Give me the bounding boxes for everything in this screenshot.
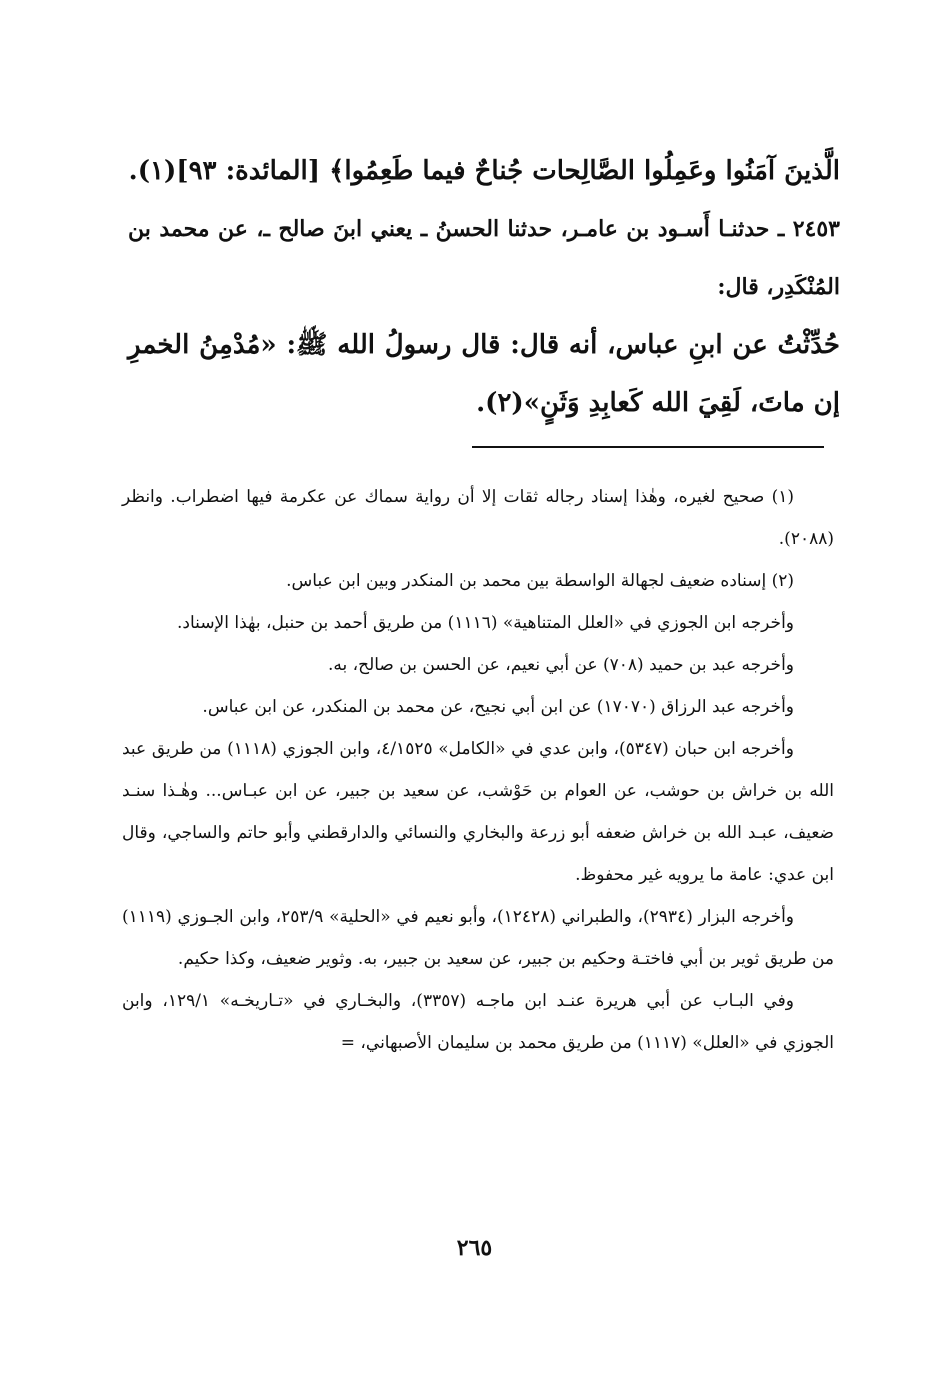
isnad-text: ـ حدثنـا أَسـود بن عامـر، حدثنا الحسنُ ـ يعني ابنَ صالح ـ، عن محمد بن المُنْكَدِر، قال: [128,216,840,300]
hadith-number: ٢٤٥٣ [792,216,840,242]
footnote-paragraph: وأخرجه ابن حبان (٥٣٤٧)، وابن عدي في «الكامل» ٤/١٥٢٥، وابن الجوزي (١١١٨) من طريق عبد الله بن خراش بن حوشب، عن العوام بن حَوْشب، عن سعيد بن جبير، عن ابن عبـاس... وهٰـذا سنـد ضعيف، عبـد الله بن خراش ضعفه أبو زرعة والبخاري والنسائي والدارقطني وأبو حاتم والساجي، وقال ابن عدي: عامة ما يرويه غير محفوظ. [122,739,834,885]
footnote-paragraph: وأخرجه عبد بن حميد (٧٠٨) عن أبي نعيم، عن الحسن بن صالح، به. [327,655,794,675]
hadith-matn: حُدِّثْتُ عن ابنِ عباس، أنه قال: قال رسولُ الله ﷺ: «مُدْمِنُ الخمرِ إن ماتَ، لَقِيَ الله كَعابِدِ وَثَنٍ»(٢). [128,330,840,418]
verse-line: الَّذينَ آمَنُوا وعَمِلُوا الصَّالِحات جُناحٌ فيما طَعِمُوا﴾ [المائدة: ٩٣](١). [128,156,840,186]
footnote-paragraph: (١) صحيح لغيره، وهٰذا إسناد رجاله ثقات إلا أن رواية سماك عن عكرمة فيها اضطراب. وانظر (٢٠٨٨). [122,487,834,549]
footnotes [122,476,834,1064]
footnote-paragraph: (٢) إسناده ضعيف لجهالة الواسطة بين محمد بن المنكدر وبين ابن عباس. [286,571,794,591]
footnote-paragraph: وأخرجه البزار (٢٩٣٤)، والطبراني (١٢٤٢٨)، وأبو نعيم في «الحلية» ٢٥٣/٩، وابن الجـوزي (١١١٩) من طريق ثوير بن أبي فاختـة وحكيم بن جبير، عن سعيد بن جبير، به. وثوير ضعيف، وكذا حكيم. [122,907,834,969]
footnote-paragraph: وأخرجه ابن الجوزي في «العلل المتناهية» (١١١٦) من طريق أحمد بن حنبل، بهٰذا الإسناد. [177,613,794,633]
footnote-paragraph: وأخرجه عبد الرزاق (١٧٠٧٠) عن ابن أبي نجيح، عن محمد بن المنكدر، عن ابن عباس. [202,697,794,717]
footnote-paragraph: وفي البـاب عن أبي هريرة عنـد ابن ماجـه (٣٣٥٧)، والبخـاري في «تـاريخـه» ١٢٩/١، وابن الجوزي في «العلل» (١١١٧) من طريق محمد بن سليمان الأصبهاني، = [122,991,834,1053]
main-text [128,142,840,432]
footnote-divider [472,446,824,448]
hadith-isnad [128,200,840,316]
page-number: ٢٦٥ [456,1235,493,1261]
